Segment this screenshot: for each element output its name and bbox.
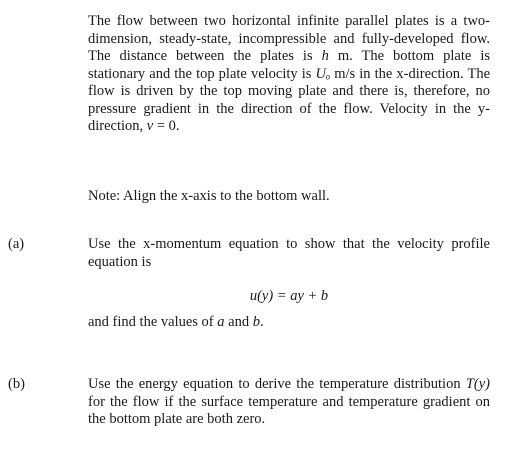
problem-statement-text: = 0.: [153, 118, 180, 134]
y-velocity-symbol: v: [146, 118, 154, 134]
temperature-distribution-symbol: T(y): [465, 376, 490, 392]
top-plate-velocity-symbol: Uₒ: [315, 65, 331, 82]
velocity-profile-equation: u(y) = ay + b: [249, 288, 329, 304]
problem-statement-text: The flow between two horizontal infinite parallel plates is a two-dimension, steady-state, incompressible and fully-developed flow. The distance between the plates is: [88, 13, 490, 64]
part-a-follow-up: and find the values of a and b.: [88, 314, 264, 330]
part-b-question: Use the energy equation to derive the temperature distribution T(y) for the flow if the surface temperature and temperature gradient on the bottom plate are both zero.: [88, 376, 490, 427]
part-a-label: (a): [8, 236, 25, 252]
part-a-question: Use the x-momentum equation to show that the velocity profile equation is: [88, 236, 490, 270]
part-b-label: (b): [8, 376, 25, 392]
coefficient-b: b: [252, 314, 260, 330]
coefficient-a: a: [217, 314, 225, 330]
problem-statement: [88, 13, 490, 136]
problem-statement-text: m/s in the x-direction. The flow is driven by the top moving plate and there is, therefore, no pressure gradient in the direction of the flow. Velocity in the y-direction,: [88, 65, 490, 134]
note: Note: Align the x-axis to the bottom wall.: [88, 188, 330, 204]
plate-distance-symbol: h: [321, 48, 329, 64]
problem-statement-text: m. The bottom plate is stationary and the top plate velocity is: [88, 48, 490, 82]
